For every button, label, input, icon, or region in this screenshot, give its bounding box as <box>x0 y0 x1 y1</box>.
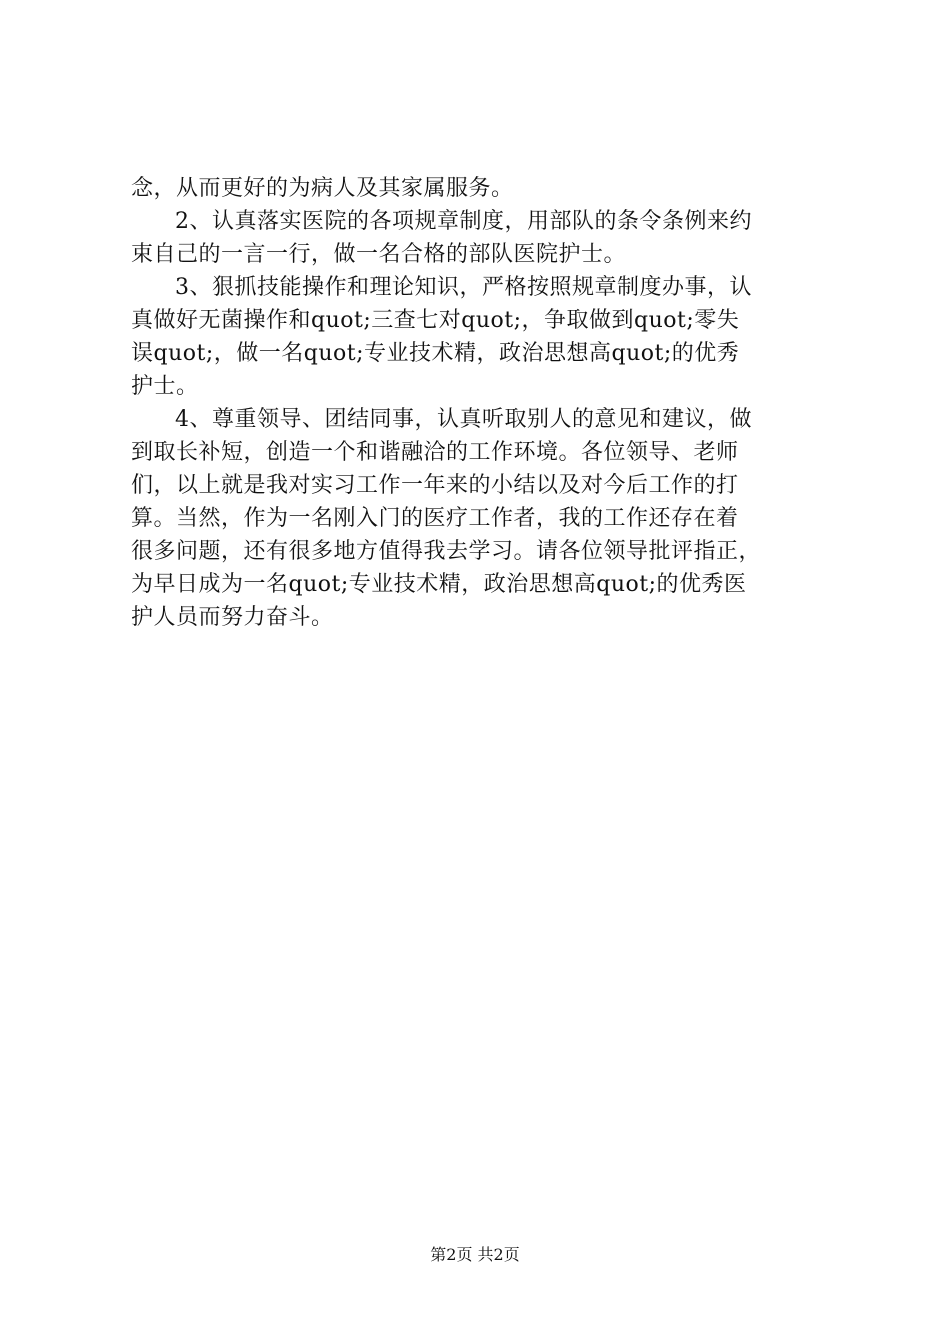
text-line: 到取长补短，创造一个和谐融洽的工作环境。各位领导、老师 <box>131 440 739 465</box>
page-footer: 第2页 共2页 <box>430 1245 520 1264</box>
body-text <box>131 172 831 634</box>
text-line: 为早日成为一名quot;专业技术精，政治思想高quot;的优秀医 <box>131 572 747 597</box>
text-line: 4、尊重领导、团结同事，认真听取别人的意见和建议，做 <box>175 407 752 432</box>
text-line: 真做好无菌操作和quot;三查七对quot;，争取做到quot;零失 <box>131 308 740 333</box>
text-line: 护士。 <box>131 374 199 399</box>
text-line: 2、认真落实医院的各项规章制度，用部队的条令条例来约 <box>175 209 752 234</box>
text-line: 误quot;，做一名quot;专业技术精，政治思想高quot;的优秀 <box>131 341 740 366</box>
text-line: 算。当然，作为一名刚入门的医疗工作者，我的工作还存在着 <box>131 506 739 531</box>
text-line: 很多问题，还有很多地方值得我去学习。请各位领导批评指正， <box>131 539 762 564</box>
text-line: 3、狠抓技能操作和理论知识，严格按照规章制度办事，认 <box>175 275 752 300</box>
text-line: 护人员而努力奋斗。 <box>131 605 334 630</box>
text-line: 束自己的一言一行，做一名合格的部队医院护士。 <box>131 242 627 267</box>
text-line: 念，从而更好的为病人及其家属服务。 <box>131 176 514 201</box>
text-line: 们，以上就是我对实习工作一年来的小结以及对今后工作的打 <box>131 473 739 498</box>
